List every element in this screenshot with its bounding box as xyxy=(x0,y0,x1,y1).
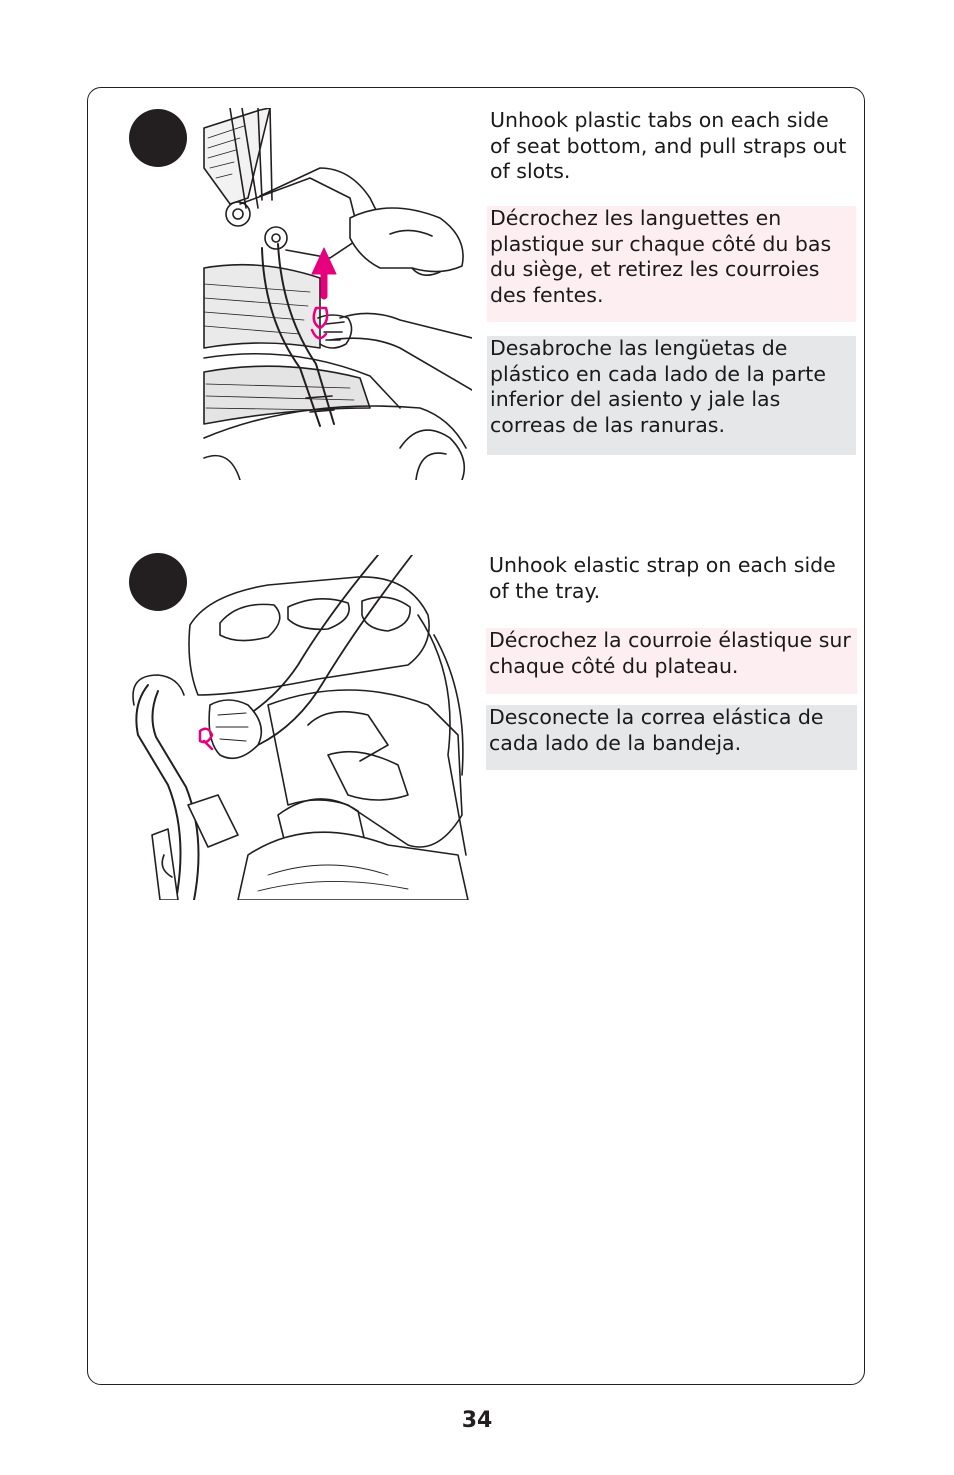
step-2-instruction-fr: Décrochez la courroie élastique sur chaque côté du plateau. xyxy=(486,628,857,694)
page-number: 34 xyxy=(461,1408,493,1433)
step-1-instruction-es: Desabroche las lengüetas de plástico en cada lado de la parte inferior del asiento y jale las correas de las ranuras. xyxy=(487,336,856,455)
step-2-instruction-en: Unhook elastic strap on each side of the tray. xyxy=(489,553,836,603)
step-1-instruction-en: Unhook plastic tabs on each side of seat bottom, and pull straps out of slots. xyxy=(490,108,847,183)
step-1-marker xyxy=(129,109,187,167)
tray-elastic-strap-illustration xyxy=(128,555,472,900)
seat-bottom-strap-tab-illustration xyxy=(200,108,472,480)
step-2-instruction-es: Desconecte la correa elástica de cada lado de la bandeja. xyxy=(486,705,857,770)
step-1-instruction-fr: Décrochez les languettes en plastique sur chaque côté du bas du siège, et retirez les courroies des fentes. xyxy=(487,206,856,322)
